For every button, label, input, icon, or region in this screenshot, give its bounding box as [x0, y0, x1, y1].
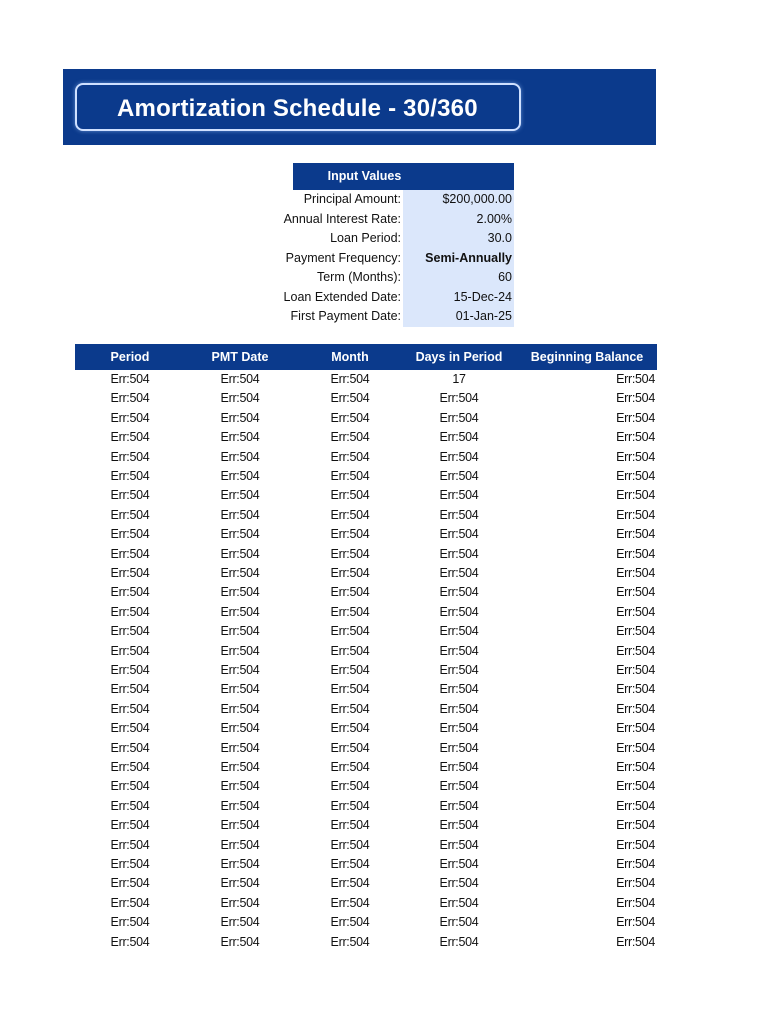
- title-box: [75, 83, 521, 131]
- cell-period: Err:504: [110, 527, 150, 542]
- cell-month: Err:504: [330, 410, 370, 425]
- cell-month: Err:504: [330, 701, 370, 716]
- cell-beginning-balance: Err:504: [616, 391, 655, 406]
- cell-month: Err:504: [330, 721, 370, 736]
- input-value[interactable]: 01-Jan-25: [403, 307, 514, 327]
- cell-beginning-balance: Err:504: [616, 818, 655, 833]
- cell-pmt-date: Err:504: [220, 915, 260, 930]
- cell-days-in-period: Err:504: [439, 643, 479, 658]
- cell-month: Err:504: [330, 798, 370, 813]
- cell-beginning-balance: Err:504: [616, 895, 655, 910]
- cell-days-in-period: Err:504: [439, 430, 479, 445]
- cell-month: Err:504: [330, 760, 370, 774]
- cell-period: Err:504: [110, 663, 150, 677]
- cell-beginning-balance: Err:504: [616, 449, 655, 464]
- table-row: [75, 526, 657, 545]
- cell-days-in-period: Err:504: [439, 837, 479, 852]
- cell-month: Err:504: [330, 391, 370, 406]
- cell-period: Err:504: [110, 779, 150, 794]
- input-value[interactable]: 30.0: [403, 229, 514, 249]
- cell-days-in-period: Err:504: [439, 624, 479, 639]
- input-value[interactable]: 60: [403, 268, 514, 288]
- cell-month: Err:504: [330, 934, 370, 949]
- cell-period: Err:504: [110, 391, 150, 406]
- cell-pmt-date: Err:504: [220, 934, 260, 949]
- cell-period: Err:504: [110, 546, 150, 561]
- cell-month: Err:504: [330, 818, 370, 833]
- cell-pmt-date: Err:504: [220, 488, 260, 503]
- cell-month: Err:504: [330, 469, 370, 483]
- cell-period: Err:504: [110, 507, 150, 522]
- cell-pmt-date: Err:504: [220, 391, 260, 406]
- cell-month: Err:504: [330, 895, 370, 910]
- table-row: [75, 643, 657, 662]
- cell-period: Err:504: [110, 585, 150, 600]
- cell-month: Err:504: [330, 837, 370, 852]
- table-row: [75, 914, 657, 933]
- table-row: [75, 895, 657, 914]
- table-row: [75, 856, 657, 875]
- table-row: [75, 429, 657, 448]
- cell-beginning-balance: Err:504: [616, 527, 655, 542]
- cell-pmt-date: Err:504: [220, 624, 260, 639]
- cell-period: Err:504: [110, 410, 150, 425]
- cell-beginning-balance: Err:504: [616, 546, 655, 561]
- cell-beginning-balance: Err:504: [616, 585, 655, 600]
- cell-days-in-period: Err:504: [439, 798, 479, 813]
- cell-pmt-date: Err:504: [220, 721, 260, 736]
- input-value[interactable]: 15-Dec-24: [403, 288, 514, 308]
- input-label: Term (Months):: [316, 270, 401, 284]
- cell-period: Err:504: [110, 798, 150, 813]
- input-value[interactable]: Semi-Annually: [403, 249, 514, 269]
- cell-days-in-period: Err:504: [439, 857, 479, 871]
- cell-month: Err:504: [330, 643, 370, 658]
- cell-days-in-period: Err:504: [439, 663, 479, 677]
- input-row: [228, 229, 516, 249]
- cell-period: Err:504: [110, 760, 150, 774]
- cell-pmt-date: Err:504: [220, 643, 260, 658]
- cell-days-in-period: Err:504: [439, 721, 479, 736]
- cell-pmt-date: Err:504: [220, 682, 260, 697]
- table-row: [75, 662, 657, 681]
- cell-beginning-balance: Err:504: [616, 663, 655, 677]
- cell-period: Err:504: [110, 915, 150, 930]
- cell-days-in-period: Err:504: [439, 818, 479, 833]
- input-values-header-label: Input Values: [327, 169, 402, 183]
- cell-beginning-balance: Err:504: [616, 469, 655, 483]
- column-header-month: Month: [331, 350, 369, 364]
- cell-pmt-date: Err:504: [220, 857, 260, 871]
- cell-period: Err:504: [110, 876, 150, 891]
- table-row: [75, 468, 657, 487]
- table-row: [75, 449, 657, 468]
- cell-pmt-date: Err:504: [220, 837, 260, 852]
- schedule-header: [75, 344, 657, 370]
- cell-beginning-balance: Err:504: [616, 643, 655, 658]
- cell-pmt-date: Err:504: [220, 469, 260, 483]
- cell-pmt-date: Err:504: [220, 372, 260, 386]
- cell-month: Err:504: [330, 857, 370, 871]
- cell-pmt-date: Err:504: [220, 701, 260, 716]
- table-row: [75, 837, 657, 856]
- cell-month: Err:504: [330, 372, 370, 386]
- column-header-beginning-balance: Beginning Balance: [530, 350, 644, 364]
- input-row: [228, 268, 516, 288]
- cell-month: Err:504: [330, 527, 370, 542]
- title-banner: [63, 69, 656, 145]
- cell-month: Err:504: [330, 604, 370, 619]
- cell-period: Err:504: [110, 469, 150, 483]
- cell-period: Err:504: [110, 857, 150, 871]
- cell-beginning-balance: Err:504: [616, 721, 655, 736]
- table-row: [75, 371, 657, 390]
- cell-days-in-period: Err:504: [439, 895, 479, 910]
- cell-beginning-balance: Err:504: [616, 372, 655, 386]
- table-row: [75, 410, 657, 429]
- input-value[interactable]: $200,000.00: [403, 190, 514, 210]
- cell-days-in-period: Err:504: [439, 469, 479, 483]
- cell-pmt-date: Err:504: [220, 430, 260, 445]
- column-header-period: Period: [110, 350, 150, 364]
- cell-beginning-balance: Err:504: [616, 430, 655, 445]
- table-row: [75, 759, 657, 778]
- cell-month: Err:504: [330, 430, 370, 445]
- cell-beginning-balance: Err:504: [616, 740, 655, 755]
- cell-days-in-period: Err:504: [439, 449, 479, 464]
- table-row: [75, 740, 657, 759]
- cell-days-in-period: Err:504: [439, 546, 479, 561]
- table-row: [75, 681, 657, 700]
- table-row: [75, 778, 657, 797]
- input-label: Loan Period:: [330, 231, 401, 245]
- cell-pmt-date: Err:504: [220, 585, 260, 600]
- cell-days-in-period: Err:504: [439, 876, 479, 891]
- column-header-pmt-date: PMT Date: [211, 350, 269, 364]
- table-row: [75, 701, 657, 720]
- cell-days-in-period: Err:504: [439, 488, 479, 503]
- cell-period: Err:504: [110, 372, 150, 386]
- cell-period: Err:504: [110, 701, 150, 716]
- cell-days-in-period: Err:504: [439, 701, 479, 716]
- page-title: Amortization Schedule - 30/360: [117, 95, 478, 122]
- cell-period: Err:504: [110, 430, 150, 445]
- table-row: [75, 390, 657, 409]
- cell-month: Err:504: [330, 915, 370, 930]
- cell-days-in-period: Err:504: [439, 585, 479, 600]
- input-row: [228, 249, 516, 269]
- cell-beginning-balance: Err:504: [616, 779, 655, 794]
- cell-pmt-date: Err:504: [220, 740, 260, 755]
- cell-beginning-balance: Err:504: [616, 837, 655, 852]
- cell-beginning-balance: Err:504: [616, 798, 655, 813]
- cell-pmt-date: Err:504: [220, 779, 260, 794]
- cell-days-in-period: Err:504: [439, 779, 479, 794]
- cell-beginning-balance: Err:504: [616, 857, 655, 871]
- cell-pmt-date: Err:504: [220, 410, 260, 425]
- cell-beginning-balance: Err:504: [616, 410, 655, 425]
- cell-period: Err:504: [110, 566, 150, 580]
- cell-period: Err:504: [110, 624, 150, 639]
- cell-days-in-period: 17: [452, 372, 466, 386]
- table-row: [75, 798, 657, 817]
- cell-month: Err:504: [330, 779, 370, 794]
- cell-pmt-date: Err:504: [220, 760, 260, 774]
- cell-pmt-date: Err:504: [220, 507, 260, 522]
- cell-days-in-period: Err:504: [439, 760, 479, 774]
- cell-days-in-period: Err:504: [439, 391, 479, 406]
- cell-beginning-balance: Err:504: [616, 507, 655, 522]
- input-value[interactable]: 2.00%: [403, 210, 514, 230]
- cell-period: Err:504: [110, 721, 150, 736]
- cell-period: Err:504: [110, 682, 150, 697]
- input-label: Principal Amount:: [303, 192, 401, 206]
- cell-pmt-date: Err:504: [220, 566, 260, 580]
- cell-period: Err:504: [110, 934, 150, 949]
- cell-period: Err:504: [110, 818, 150, 833]
- cell-beginning-balance: Err:504: [616, 624, 655, 639]
- input-row: [228, 307, 516, 327]
- table-row: [75, 487, 657, 506]
- table-row: [75, 584, 657, 603]
- cell-month: Err:504: [330, 566, 370, 580]
- table-row: [75, 565, 657, 584]
- input-row: [228, 190, 516, 210]
- cell-period: Err:504: [110, 643, 150, 658]
- cell-beginning-balance: Err:504: [616, 682, 655, 697]
- cell-period: Err:504: [110, 604, 150, 619]
- cell-month: Err:504: [330, 546, 370, 561]
- cell-pmt-date: Err:504: [220, 895, 260, 910]
- column-header-days-in-period: Days in Period: [415, 350, 503, 364]
- cell-beginning-balance: Err:504: [616, 701, 655, 716]
- input-label: Annual Interest Rate:: [283, 211, 401, 226]
- cell-period: Err:504: [110, 837, 150, 852]
- table-row: [75, 720, 657, 739]
- cell-beginning-balance: Err:504: [616, 488, 655, 503]
- cell-days-in-period: Err:504: [439, 566, 479, 580]
- cell-days-in-period: Err:504: [439, 604, 479, 619]
- cell-beginning-balance: Err:504: [616, 760, 655, 774]
- cell-month: Err:504: [330, 876, 370, 891]
- cell-month: Err:504: [330, 682, 370, 697]
- cell-month: Err:504: [330, 663, 370, 677]
- cell-pmt-date: Err:504: [220, 604, 260, 619]
- cell-month: Err:504: [330, 585, 370, 600]
- input-label: First Payment Date:: [290, 309, 401, 323]
- cell-days-in-period: Err:504: [439, 915, 479, 930]
- cell-beginning-balance: Err:504: [616, 934, 655, 949]
- cell-month: Err:504: [330, 507, 370, 522]
- cell-month: Err:504: [330, 449, 370, 464]
- cell-beginning-balance: Err:504: [616, 876, 655, 891]
- cell-pmt-date: Err:504: [220, 449, 260, 464]
- cell-period: Err:504: [110, 895, 150, 910]
- cell-period: Err:504: [110, 488, 150, 503]
- input-label: Payment Frequency:: [285, 250, 401, 265]
- cell-days-in-period: Err:504: [439, 682, 479, 697]
- cell-pmt-date: Err:504: [220, 818, 260, 833]
- table-row: [75, 934, 657, 953]
- table-row: [75, 817, 657, 836]
- table-row: [75, 604, 657, 623]
- cell-pmt-date: Err:504: [220, 798, 260, 813]
- table-row: [75, 875, 657, 894]
- cell-beginning-balance: Err:504: [616, 604, 655, 619]
- table-row: [75, 546, 657, 565]
- input-values-header: [293, 163, 514, 190]
- table-row: [75, 623, 657, 642]
- input-row: [228, 210, 516, 230]
- input-row: [228, 288, 516, 308]
- cell-pmt-date: Err:504: [220, 876, 260, 891]
- cell-beginning-balance: Err:504: [616, 566, 655, 580]
- cell-month: Err:504: [330, 488, 370, 503]
- cell-days-in-period: Err:504: [439, 934, 479, 949]
- cell-pmt-date: Err:504: [220, 527, 260, 542]
- cell-month: Err:504: [330, 624, 370, 639]
- cell-beginning-balance: Err:504: [616, 915, 655, 930]
- cell-pmt-date: Err:504: [220, 663, 260, 677]
- cell-pmt-date: Err:504: [220, 546, 260, 561]
- cell-period: Err:504: [110, 740, 150, 755]
- input-label: Loan Extended Date:: [283, 289, 401, 304]
- cell-month: Err:504: [330, 740, 370, 755]
- cell-days-in-period: Err:504: [439, 507, 479, 522]
- cell-days-in-period: Err:504: [439, 527, 479, 542]
- table-row: [75, 507, 657, 526]
- cell-days-in-period: Err:504: [439, 410, 479, 425]
- cell-period: Err:504: [110, 449, 150, 464]
- cell-days-in-period: Err:504: [439, 740, 479, 755]
